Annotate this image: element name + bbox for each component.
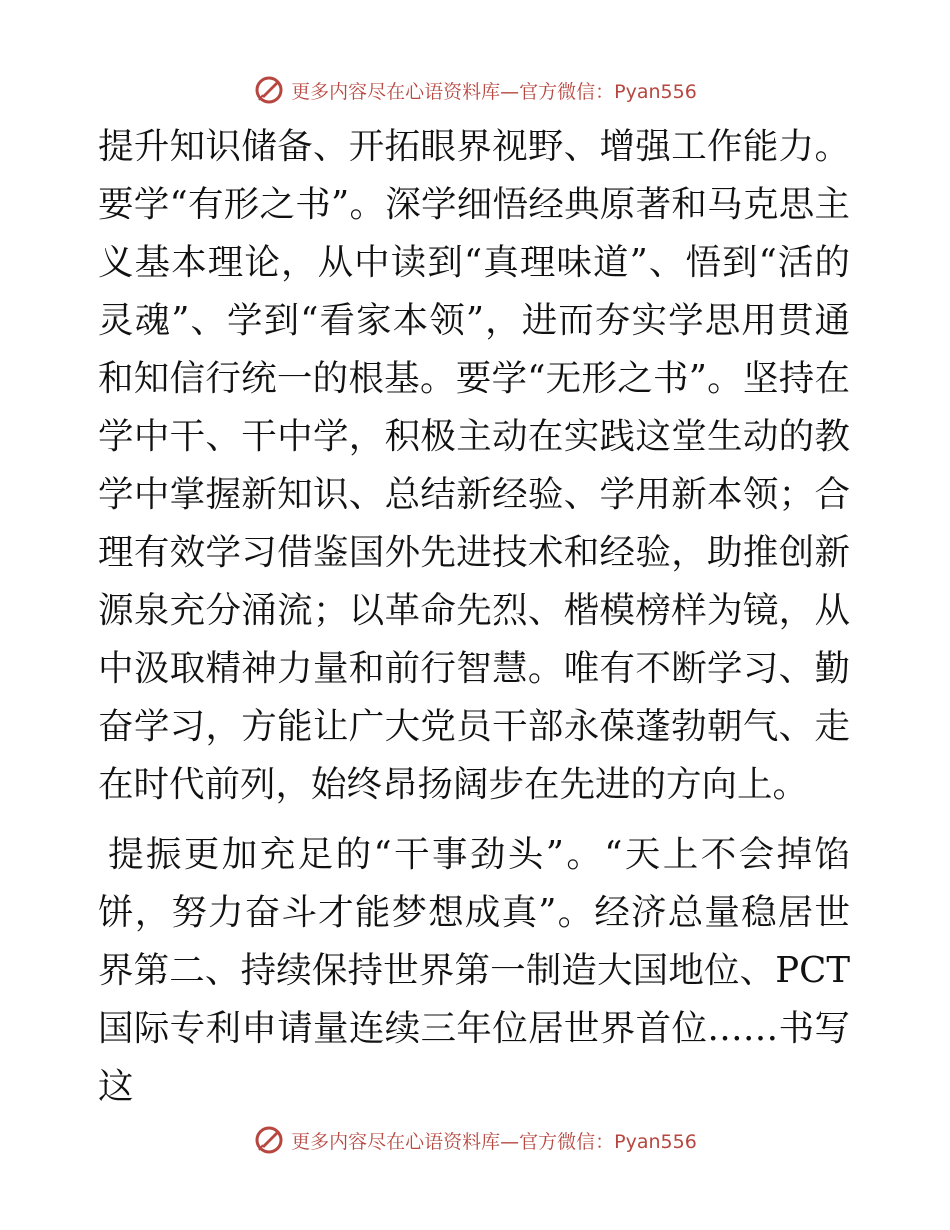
header-watermark-text: 更多内容尽在心语资料库—官方微信：Pyan556	[291, 80, 697, 103]
quill-logo-icon	[253, 74, 285, 106]
footer-watermark	[0, 1120, 950, 1160]
paragraph: 提振更加充足的“干事劲头”。“天上不会掉馅饼，努力奋斗才能梦想成真”。经济总量稳居世界第二、持续保持世界第一制造大国地位、PCT国际专利申请量连续三年位居世界首位……书写这	[98, 834, 850, 1107]
quill-logo-icon	[253, 1124, 285, 1156]
header-watermark	[0, 70, 950, 110]
document-body	[98, 118, 850, 1116]
paragraph: 提升知识储备、开拓眼界视野、增强工作能力。要学“有形之书”。深学细悟经典原著和马克思主义基本理论，从中读到“真理味道”、悟到“活的灵魂”、学到“看家本领”，进而夯实学思用贯通和知信行统一的根基。要学“无形之书”。坚持在学中干、干中学，积极主动在实践这堂生动的教学中掌握新知识、总结新经验、学用新本领；合理有效学习借鉴国外先进技术和经验，助推创新源泉充分涌流；以革命先烈、楷模榜样为镜，从中汲取精神力量和前行智慧。唯有不断学习、勤奋学习，方能让广大党员干部永葆蓬勃朝气、走在时代前列，始终昂扬阔步在先进的方向上。	[98, 126, 850, 805]
footer-watermark-text: 更多内容尽在心语资料库—官方微信：Pyan556	[291, 1130, 697, 1153]
